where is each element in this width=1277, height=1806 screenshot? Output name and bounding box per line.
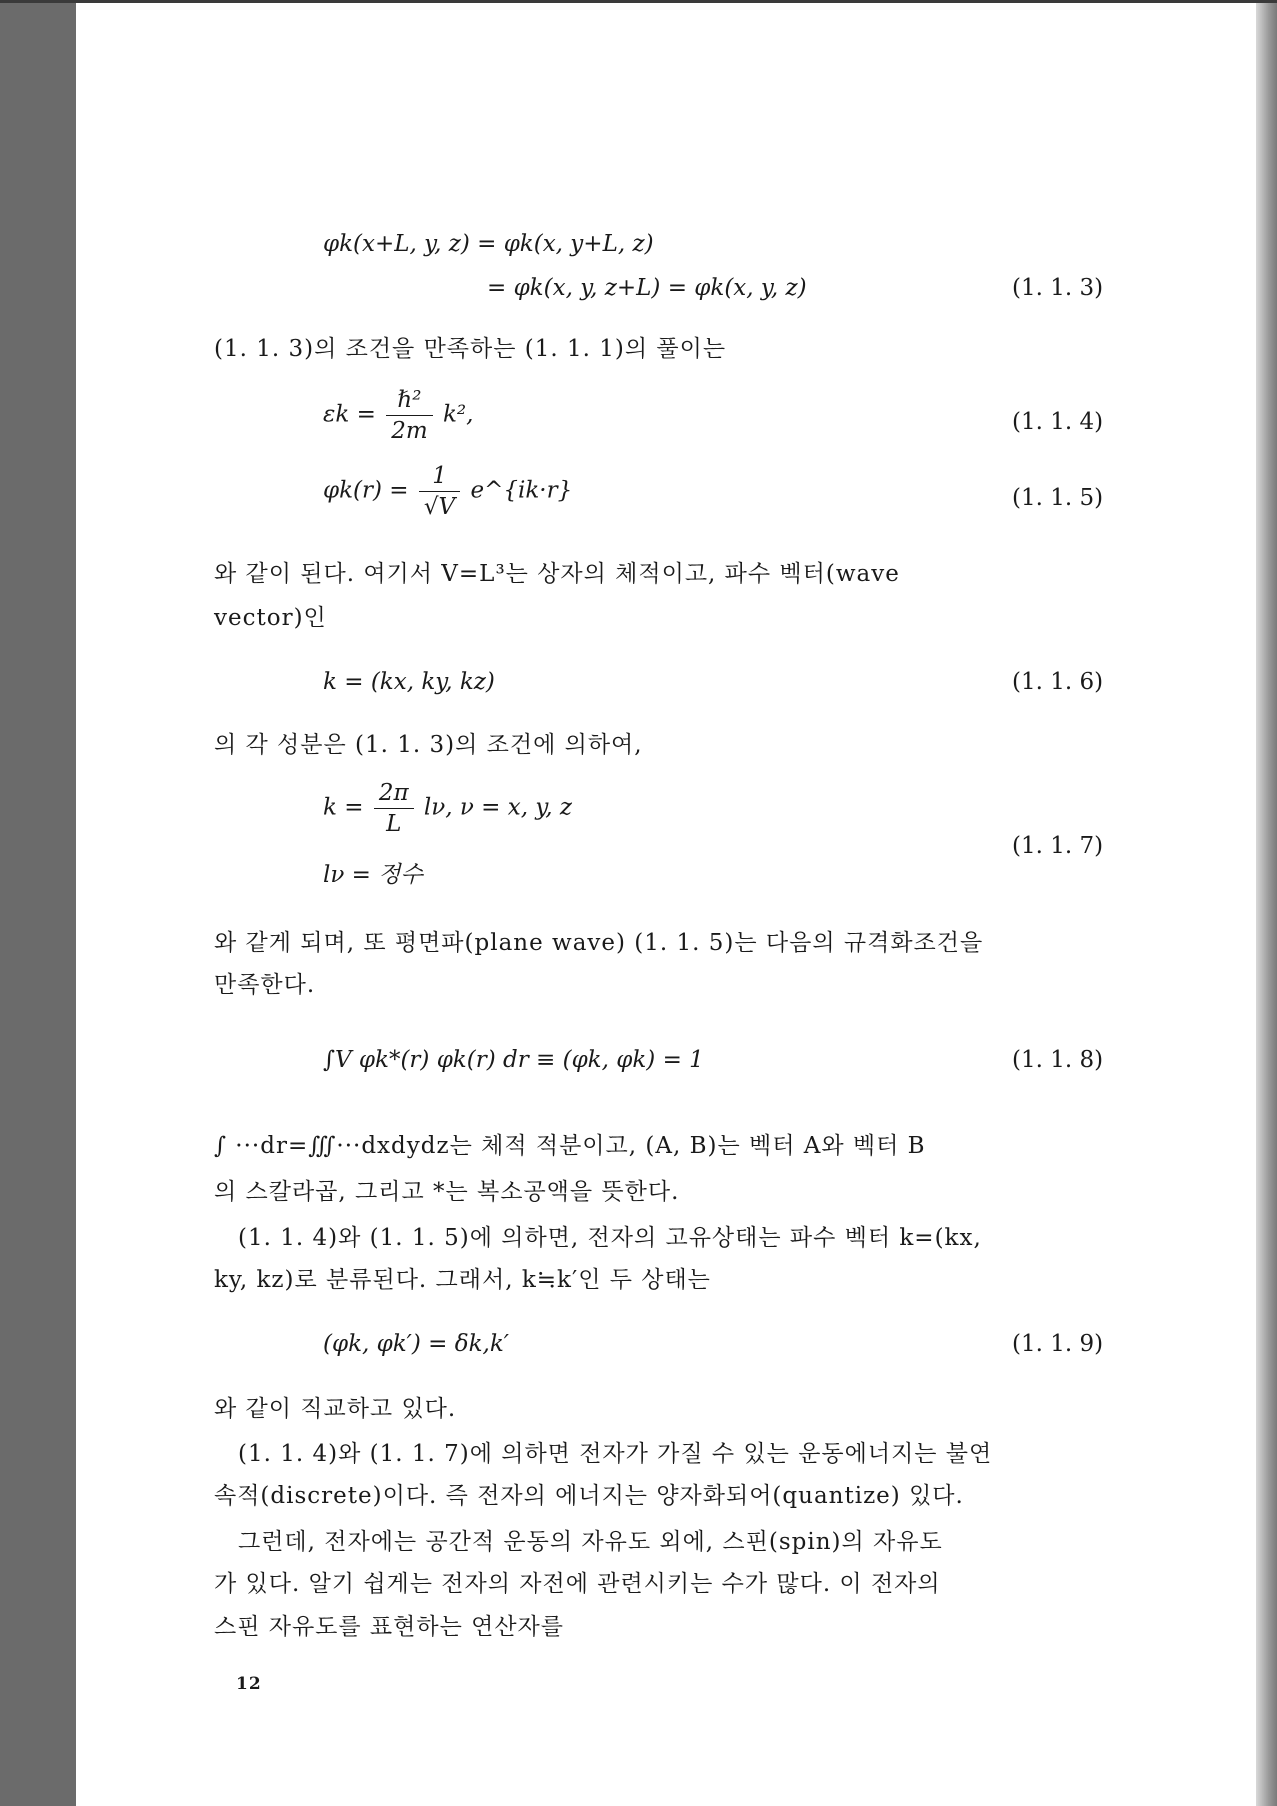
text-line: 의 스칼라곱, 그리고 *는 복소공액을 뜻한다. <box>214 1179 680 1205</box>
equation-tail: k², <box>442 401 474 428</box>
fraction-numerator: 2π <box>374 778 414 809</box>
equation-number: (1. 1. 4) <box>1012 409 1104 435</box>
text-line: ky, kz)로 분류된다. 그래서, k≒k′인 두 상태는 <box>214 1267 711 1293</box>
text-line: 속적(discrete)이다. 즉 전자의 에너지는 양자화되어(quantize) 있다. <box>214 1483 964 1509</box>
equation-1-1-6: k = (kx, ky, kz) <box>323 669 495 695</box>
fraction <box>419 461 460 522</box>
text-line: (1. 1. 4)와 (1. 1. 7)에 의하면 전자가 가질 수 있는 운동에너지는 불연 <box>238 1441 993 1467</box>
equation-number: (1. 1. 6) <box>1012 669 1104 695</box>
text-line: (1. 1. 4)와 (1. 1. 5)에 의하면, 전자의 고유상태는 파수 벡터 k=(kx, <box>238 1225 982 1251</box>
equation-1-1-5 <box>323 461 572 522</box>
text-line: 와 같게 되며, 또 평면파(plane wave) (1. 1. 5)는 다음의 규격화조건을 <box>214 930 984 956</box>
equation-number: (1. 1. 9) <box>1012 1331 1104 1357</box>
fraction <box>374 778 414 839</box>
equation-number: (1. 1. 7) <box>1012 833 1104 859</box>
equation-1-1-7-line2: lν = 정수 <box>323 862 423 888</box>
fraction-numerator: ℏ² <box>386 385 432 416</box>
fraction-denominator: √V <box>423 494 456 520</box>
equation-number: (1. 1. 5) <box>1012 485 1104 511</box>
page-number: 12 <box>236 1674 262 1694</box>
text-line: 스핀 자유도를 표현하는 연산자를 <box>214 1614 564 1640</box>
book-page <box>76 3 1256 1806</box>
text-line: 그런데, 전자에는 공간적 운동의 자유도 외에, 스핀(spin)의 자유도 <box>238 1529 943 1555</box>
equation-1-1-3-line2: = φk(x, y, z+L) = φk(x, y, z) <box>487 275 807 301</box>
text-line: 가 있다. 알기 쉽게는 전자의 자전에 관련시키는 수가 많다. 이 전자의 <box>214 1571 941 1597</box>
text-line: 와 같이 된다. 여기서 V=L³는 상자의 체적이고, 파수 벡터(wave <box>214 561 900 587</box>
equation-tail: e^{ik·r} <box>470 477 573 504</box>
fraction-numerator: 1 <box>419 461 460 492</box>
equation-number: (1. 1. 8) <box>1012 1047 1104 1073</box>
text-line: ∫ ···dr=∭···dxdydz는 체적 적분이고, (A, B)는 벡터 A와 벡터 B <box>214 1133 926 1159</box>
text-line: (1. 1. 3)의 조건을 만족하는 (1. 1. 1)의 풀이는 <box>214 336 727 362</box>
fraction-denominator: 2m <box>391 418 428 444</box>
equation-1-1-4 <box>323 385 473 446</box>
equation-lhs: φk(r) = <box>323 477 409 504</box>
text-line: 와 같이 직교하고 있다. <box>214 1396 457 1422</box>
fraction <box>386 385 432 446</box>
equation-1-1-3-line1: φk(x+L, y, z) = φk(x, y+L, z) <box>323 231 654 257</box>
equation-lhs: k = <box>323 794 364 821</box>
text-line: vector)인 <box>214 605 327 631</box>
equation-1-1-8: ∫V φk*(r) φk(r) dr ≡ (φk, φk) = 1 <box>323 1047 704 1073</box>
equation-1-1-7-line1 <box>323 778 572 839</box>
equation-lhs: εk = <box>323 401 376 428</box>
fraction-denominator: L <box>386 811 402 837</box>
equation-tail: lν, ν = x, y, z <box>423 794 573 821</box>
text-line: 만족한다. <box>214 972 316 998</box>
equation-number: (1. 1. 3) <box>1012 275 1104 301</box>
text-line: 의 각 성분은 (1. 1. 3)의 조건에 의하여, <box>214 732 643 758</box>
equation-1-1-9: (φk, φk′) = δk,k′ <box>323 1331 510 1357</box>
page-edge-shadow <box>1256 3 1277 1806</box>
